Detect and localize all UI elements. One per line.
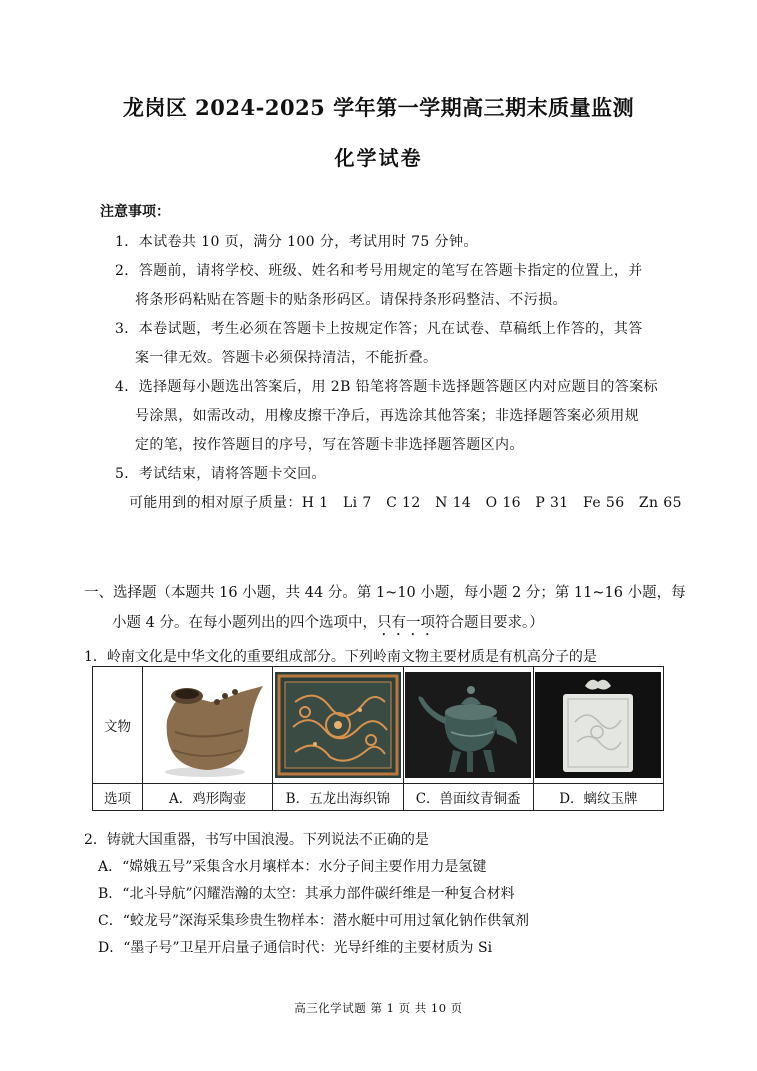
notice-item-4-cont1: 号涂黑，如需改动，用橡皮擦干净后，再选涂其他答案；非选择题答案必须用规 <box>135 408 639 424</box>
jade-image <box>535 672 661 778</box>
section-heading-cont <box>112 611 544 639</box>
q1-option-d-text: D．螭纹玉牌 <box>559 791 638 807</box>
question-1-stem: 1．岭南文化是中华文化的重要组成部分。下列岭南文物主要材质是有机高分子的是 <box>84 649 597 665</box>
notice-item-4: 4．选择题每小题选出答案后，用 2B 铅笔将答题卡选择题答题区内对应题目的答案标 <box>115 379 659 395</box>
exam-title: 龙岗区 2024-2025 学年第一学期高三期末质量监测 <box>122 95 635 120</box>
section-heading: 一、选择题（本题共 16 小题，共 44 分。第 1~10 小题，每小题 2 分；第 11~16 小题，每 <box>84 585 686 601</box>
notice-item-5: 5．考试结束，请将答题卡交回。 <box>115 466 326 482</box>
q1-option-a-text: A．鸡形陶壶 <box>169 791 247 807</box>
notice-item-2: 2．答题前，请将学校、班级、姓名和考号用规定的笔写在答题卡指定的位置上，并 <box>115 263 643 279</box>
q1-option-a <box>143 784 273 811</box>
section-emphasis: 只有一项 <box>376 615 435 631</box>
atomic-masses: 可能用到的相对原子质量：H 1 Li 7 C 12 N 14 O 16 P 31 Fe 56 Zn 65 <box>129 495 682 511</box>
option-label: 选项 <box>104 791 131 807</box>
option-label-cell <box>93 784 143 811</box>
q2-option-c: C．“蛟龙号”深海采集珍贵生物样本：潜水艇中可用过氧化钠作供氧剂 <box>98 913 530 929</box>
notice-heading: 注意事项： <box>100 204 170 220</box>
pottery-cell <box>143 667 273 784</box>
bronze-cell <box>403 667 533 784</box>
q2-option-b: B．“北斗导航”闪耀浩瀚的太空：其承力部件碳纤维是一种复合材料 <box>98 886 515 902</box>
q2-option-d: D．“墨子号”卫星开启量子通信时代：光导纤维的主要材质为 Si <box>98 940 493 956</box>
notice-item-1: 1．本试卷共 10 页，满分 100 分，考试用时 75 分钟。 <box>115 234 478 250</box>
q1-option-c-text: C．兽面纹青铜盉 <box>415 791 521 807</box>
notice-item-2-cont: 将条形码粘贴在答题卡的贴条形码区。请保持条形码整洁、不污损。 <box>135 292 567 308</box>
notice-item-3-cont: 案一律无效。答题卡必须保持清洁，不能折叠。 <box>135 350 438 366</box>
page-footer: 高三化学试题 第 1 页 共 10 页 <box>294 1001 463 1015</box>
section-text-c: 符合题目要求。） <box>434 615 544 631</box>
q2-option-a: A．“嫦娥五号”采集含水月壤样本：水分子间主要作用力是氢键 <box>98 859 487 875</box>
notice-item-4-cont2: 定的笔，按作答题目的序号，写在答题卡非选择题答题区内。 <box>135 437 524 453</box>
relic-table <box>92 666 664 811</box>
section-text-a: 小题 4 分。在每小题列出的四个选项中， <box>112 615 377 631</box>
q1-option-b-text: B．五龙出海织锦 <box>285 791 391 807</box>
relic-label: 文物 <box>104 719 131 735</box>
jade-cell <box>533 667 663 784</box>
bronze-image <box>405 672 531 778</box>
q1-option-c <box>403 784 533 811</box>
exam-subtitle: 化学试卷 <box>334 146 423 170</box>
brocade-image <box>275 672 401 778</box>
question-2-stem: 2．铸就大国重器，书写中国浪漫。下列说法不正确的是 <box>84 832 429 848</box>
q1-option-b <box>273 784 403 811</box>
q1-option-d <box>533 784 663 811</box>
notice-item-3: 3．本卷试题，考生必须在答题卡上按规定作答；凡在试卷、草稿纸上作答的，其答 <box>115 321 643 337</box>
brocade-cell <box>273 667 403 784</box>
relic-label-cell <box>93 667 143 784</box>
pottery-image <box>145 672 271 778</box>
